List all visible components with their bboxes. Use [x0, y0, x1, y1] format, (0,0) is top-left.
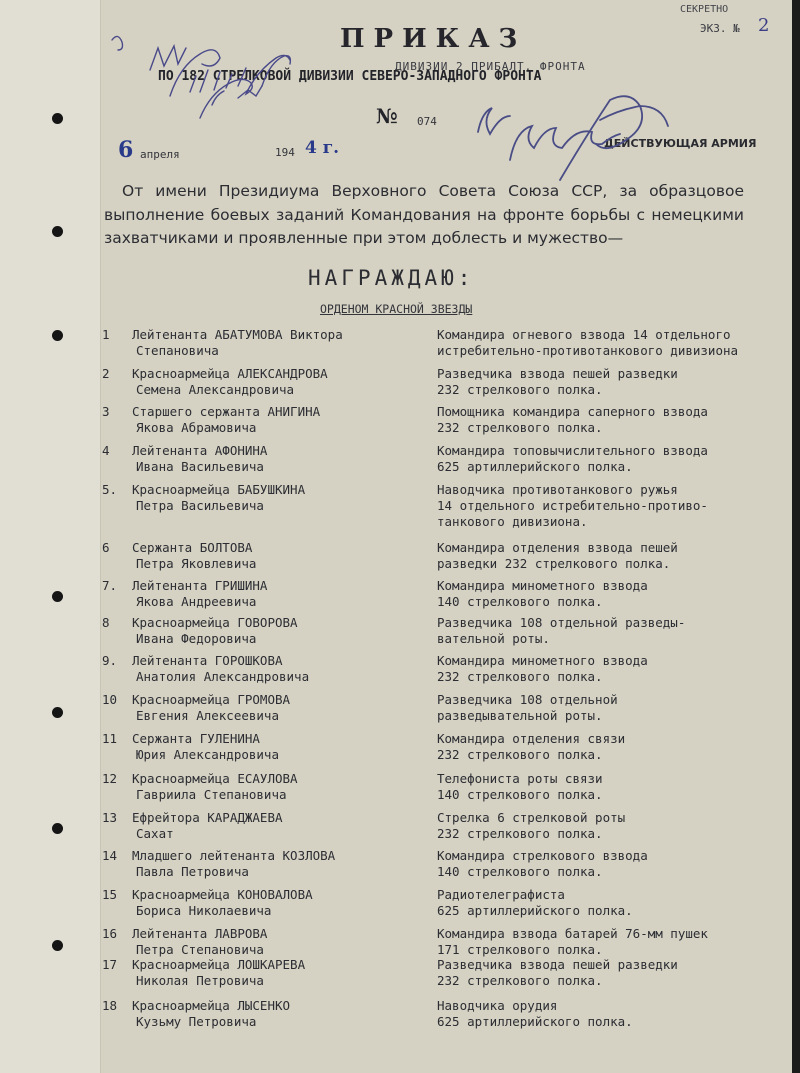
date-day: 6: [118, 137, 134, 163]
awardee-position-line: Командира отделения связи: [437, 731, 626, 746]
awardee-position-line: вательной роты.: [437, 631, 550, 646]
awardee-position-line: Телефониста роты связи: [437, 771, 603, 786]
awardee-name-line: Евгения Алексеевича: [136, 708, 279, 723]
document-subtitle: ПО 182 СТРЕЛКОВОЙ ДИВИЗИИ СЕВЕРО-ЗАПАДНОГО ФРОНТА: [158, 69, 542, 84]
awardee-position-line: 232 стрелкового полка.: [437, 669, 603, 684]
awardee-position-line: 232 стрелкового полка.: [437, 420, 603, 435]
awardee-name-line: Младшего лейтенанта КОЗЛОВА: [132, 848, 336, 863]
overprint-text: ДИВИЗИИ 2 ПРИБАЛТ. ФРОНТА: [395, 60, 586, 73]
awardee-name-line: Ефрейтора КАРАДЖАЕВА: [132, 810, 283, 825]
awardee-name-line: Лейтенанта ГРИШИНА: [132, 578, 268, 593]
awardee-name-line: Павла Петровича: [136, 864, 249, 879]
awardee-number: 2: [102, 366, 110, 381]
archive-copy-number: 2: [758, 15, 770, 36]
awardee-position-line: Наводчика орудия: [437, 998, 558, 1013]
awardee-position-line: Командира отделения взвода пешей: [437, 540, 678, 555]
awardee-name-line: Якова Абрамовича: [136, 420, 257, 435]
awardee-name-line: Лейтенанта АБАТУМОВА Виктора: [132, 327, 343, 342]
order-name: ОРДЕНОМ КРАСНОЙ ЗВЕЗДЫ: [320, 302, 473, 316]
awardee-number: 11: [102, 731, 118, 746]
awardee-number: 15: [102, 887, 118, 902]
awardee-position-line: Командира огневого взвода 14 отдельного: [437, 327, 731, 342]
awardee-name-line: Красноармейца ЛЫСЕНКО: [132, 998, 291, 1013]
awardee-name-line: Лейтенанта АФОНИНА: [132, 443, 268, 458]
awardee-name-line: Ивана Васильевича: [136, 459, 264, 474]
ink-signature: [510, 126, 620, 160]
awardee-position-line: Командира стрелкового взвода: [437, 848, 648, 863]
awardee-position-line: 232 стрелкового полка.: [437, 826, 603, 841]
awardee-number: 12: [102, 771, 118, 786]
awardee-name-line: Петра Васильевича: [136, 498, 264, 513]
awardee-position-line: Командира топовычислительного взвода: [437, 443, 708, 458]
pencil-scribble: [170, 50, 220, 96]
awardee-position-line: Командира минометного взвода: [437, 653, 648, 668]
awardee-name-line: Анатолия Александровича: [136, 669, 310, 684]
awardee-name-line: Красноармейца КОНОВАЛОВА: [132, 887, 313, 902]
awardee-name-line: Красноармейца ГОВОРОВА: [132, 615, 298, 630]
awardee-name-line: Гавриила Степановича: [136, 787, 287, 802]
awardee-name-line: Степановича: [136, 343, 219, 358]
army-label: ДЕЙСТВУЮЩАЯ АРМИЯ: [604, 137, 757, 150]
awardee-name-line: Красноармейца ЕСАУЛОВА: [132, 771, 298, 786]
awardee-position-line: 625 артиллерийского полка.: [437, 903, 633, 918]
awardee-number: 17: [102, 957, 118, 972]
awardee-number: 4: [102, 443, 110, 458]
awardee-position-line: 140 стрелкового полка.: [437, 787, 603, 802]
awardee-name-line: Юрия Александровича: [136, 747, 279, 762]
awardee-number: 10: [102, 692, 118, 707]
awardee-position-line: 625 артиллерийского полка.: [437, 1014, 633, 1029]
awardee-number: 3: [102, 404, 110, 419]
awardee-position-line: 140 стрелкового полка.: [437, 594, 603, 609]
archive-copy-label: ЭКЗ. №: [700, 22, 740, 35]
awardee-name-line: Николая Петровича: [136, 973, 264, 988]
awardee-name-line: Красноармейца БАБУШКИНА: [132, 482, 306, 497]
awardee-number: 6: [102, 540, 110, 555]
awardee-name-line: Красноармейца АЛЕКСАНДРОВА: [132, 366, 328, 381]
pencil-scribble: [150, 46, 186, 70]
awardee-name-line: Бориса Николаевича: [136, 903, 272, 918]
archive-stamp-top: СЕКРЕТНО: [680, 4, 729, 15]
ink-annotation: [478, 108, 510, 134]
awardee-position-line: разведывательной роты.: [437, 708, 603, 723]
awardee-name-line: Сержанта ГУЛЕНИНА: [132, 731, 260, 746]
awardee-position-line: 140 стрелкового полка.: [437, 864, 603, 879]
awardee-position-line: Командира взвода батарей 76-мм пушек: [437, 926, 708, 941]
awardee-name-line: Красноармейца ЛОШКАРЕВА: [132, 957, 306, 972]
awardee-position-line: Радиотелеграфиста: [437, 887, 565, 902]
awardee-position-line: 232 стрелкового полка.: [437, 973, 603, 988]
awardee-position-line: 625 артиллерийского полка.: [437, 459, 633, 474]
awardee-position-line: разведки 232 стрелкового полка.: [437, 556, 671, 571]
awardee-number: 9.: [102, 653, 118, 668]
awardee-name-line: Сахат: [136, 826, 174, 841]
pencil-scribble: [238, 86, 262, 98]
awardee-position-line: Разведчика 108 отдельной разведы-: [437, 615, 686, 630]
awardee-number: 18: [102, 998, 118, 1013]
ink-signature-flourish: [600, 106, 668, 126]
awardee-name-line: Старшего сержанта АНИГИНА: [132, 404, 321, 419]
awardee-number: 16: [102, 926, 118, 941]
awardee-name-line: Сержанта БОЛТОВА: [132, 540, 253, 555]
pencil-scribble: [262, 56, 290, 86]
awardee-position-line: 232 стрелкового полка.: [437, 382, 603, 397]
document-title: ПРИКАЗ: [340, 24, 527, 54]
date-year-suffix: 4 г.: [305, 138, 340, 158]
awardee-position-line: Наводчика противотанкового ружья: [437, 482, 678, 497]
awardee-position-line: истребительно-противотанкового дивизиона: [437, 343, 739, 358]
order-number: 074: [417, 115, 437, 128]
awardee-name-line: Красноармейца ГРОМОВА: [132, 692, 291, 707]
awardee-name-line: Ивана Федоровича: [136, 631, 257, 646]
awardee-name-line: Петра Яковлевича: [136, 556, 257, 571]
awardee-position-line: 14 отдельного истребительно-противо-: [437, 498, 708, 513]
awardee-position-line: 232 стрелкового полка.: [437, 747, 603, 762]
awardee-position-line: 171 стрелкового полка.: [437, 942, 603, 957]
awardee-name-line: Лейтенанта ЛАВРОВА: [132, 926, 268, 941]
awardee-number: 14: [102, 848, 118, 863]
awardee-position-line: Разведчика взвода пешей разведки: [437, 366, 678, 381]
awardee-number: 1: [102, 327, 110, 342]
awardee-position-line: танкового дивизиона.: [437, 514, 588, 529]
intro-paragraph: От имени Президиума Верховного Совета Союза ССР, за образцовое выполнение боевых заданий Командования на фронте борьбы с немецкими захватчиками и проявленные при этом доблесть и мужество—: [104, 182, 744, 247]
awardee-name-line: Якова Андреевича: [136, 594, 257, 609]
awardee-number: 8: [102, 615, 110, 630]
pencil-scribble: [212, 91, 224, 105]
awardee-position-line: Командира минометного взвода: [437, 578, 648, 593]
date-year: 194: [275, 146, 295, 159]
awardee-name-line: Семена Александровича: [136, 382, 295, 397]
awardee-number: 7.: [102, 578, 118, 593]
awardee-position-line: Разведчика 108 отдельной: [437, 692, 618, 707]
award-heading: НАГРАЖДАЮ:: [308, 266, 475, 290]
awardee-position-line: Разведчика взвода пешей разведки: [437, 957, 678, 972]
awardee-name-line: Лейтенанта ГОРОШКОВА: [132, 653, 283, 668]
awardee-position-line: Стрелка 6 стрелковой роты: [437, 810, 626, 825]
date-month: апреля: [140, 148, 180, 161]
awardee-name-line: Кузьму Петровича: [136, 1014, 257, 1029]
awardee-number: 5.: [102, 482, 118, 497]
awardee-position-line: Помощника командира саперного взвода: [437, 404, 708, 419]
order-number-symbol: №: [376, 104, 398, 128]
awardee-name-line: Петра Степановича: [136, 942, 264, 957]
pencil-mark: [112, 36, 123, 50]
awardee-number: 13: [102, 810, 118, 825]
